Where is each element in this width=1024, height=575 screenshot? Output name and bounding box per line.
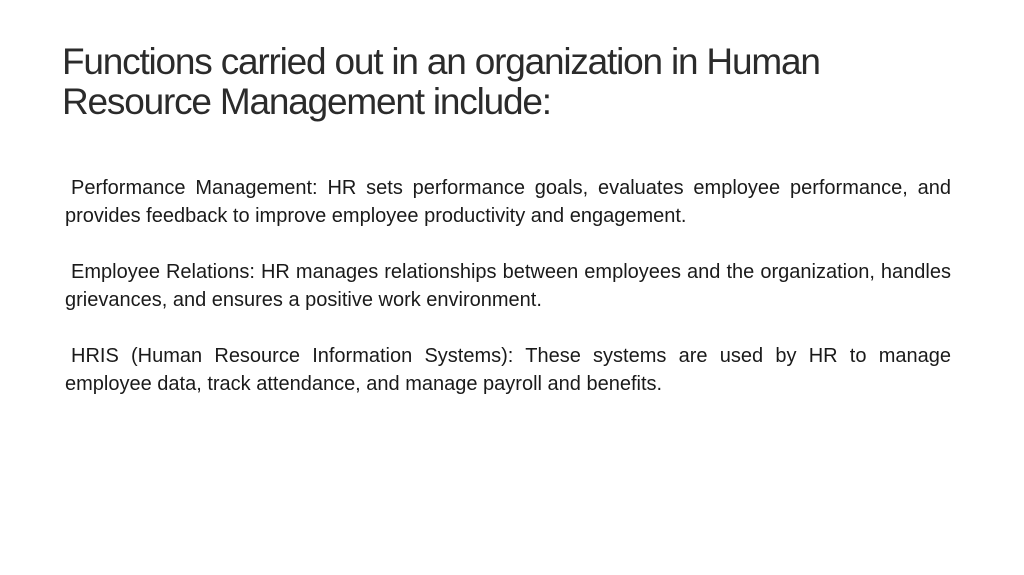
- paragraph-hris: HRIS (Human Resource Information Systems): These systems are used by HR to manage employee data, track attendance, and manage payroll and benefits.: [65, 345, 951, 395]
- paragraph-performance-management: Performance Management: HR sets performance goals, evaluates employee performance, and provides feedback to improve employee productivity and engagement.: [65, 177, 951, 227]
- slide-title-line-1: Functions carried out in an organization in Human: [62, 41, 820, 82]
- slide-title-line-2: Resource Management include:: [62, 81, 551, 122]
- paragraph-employee-relations: Employee Relations: HR manages relationships between employees and the organization, handles grievances, and ensures a positive work environment.: [65, 261, 951, 311]
- slide-body: [65, 174, 951, 398]
- slide-title: [62, 42, 962, 122]
